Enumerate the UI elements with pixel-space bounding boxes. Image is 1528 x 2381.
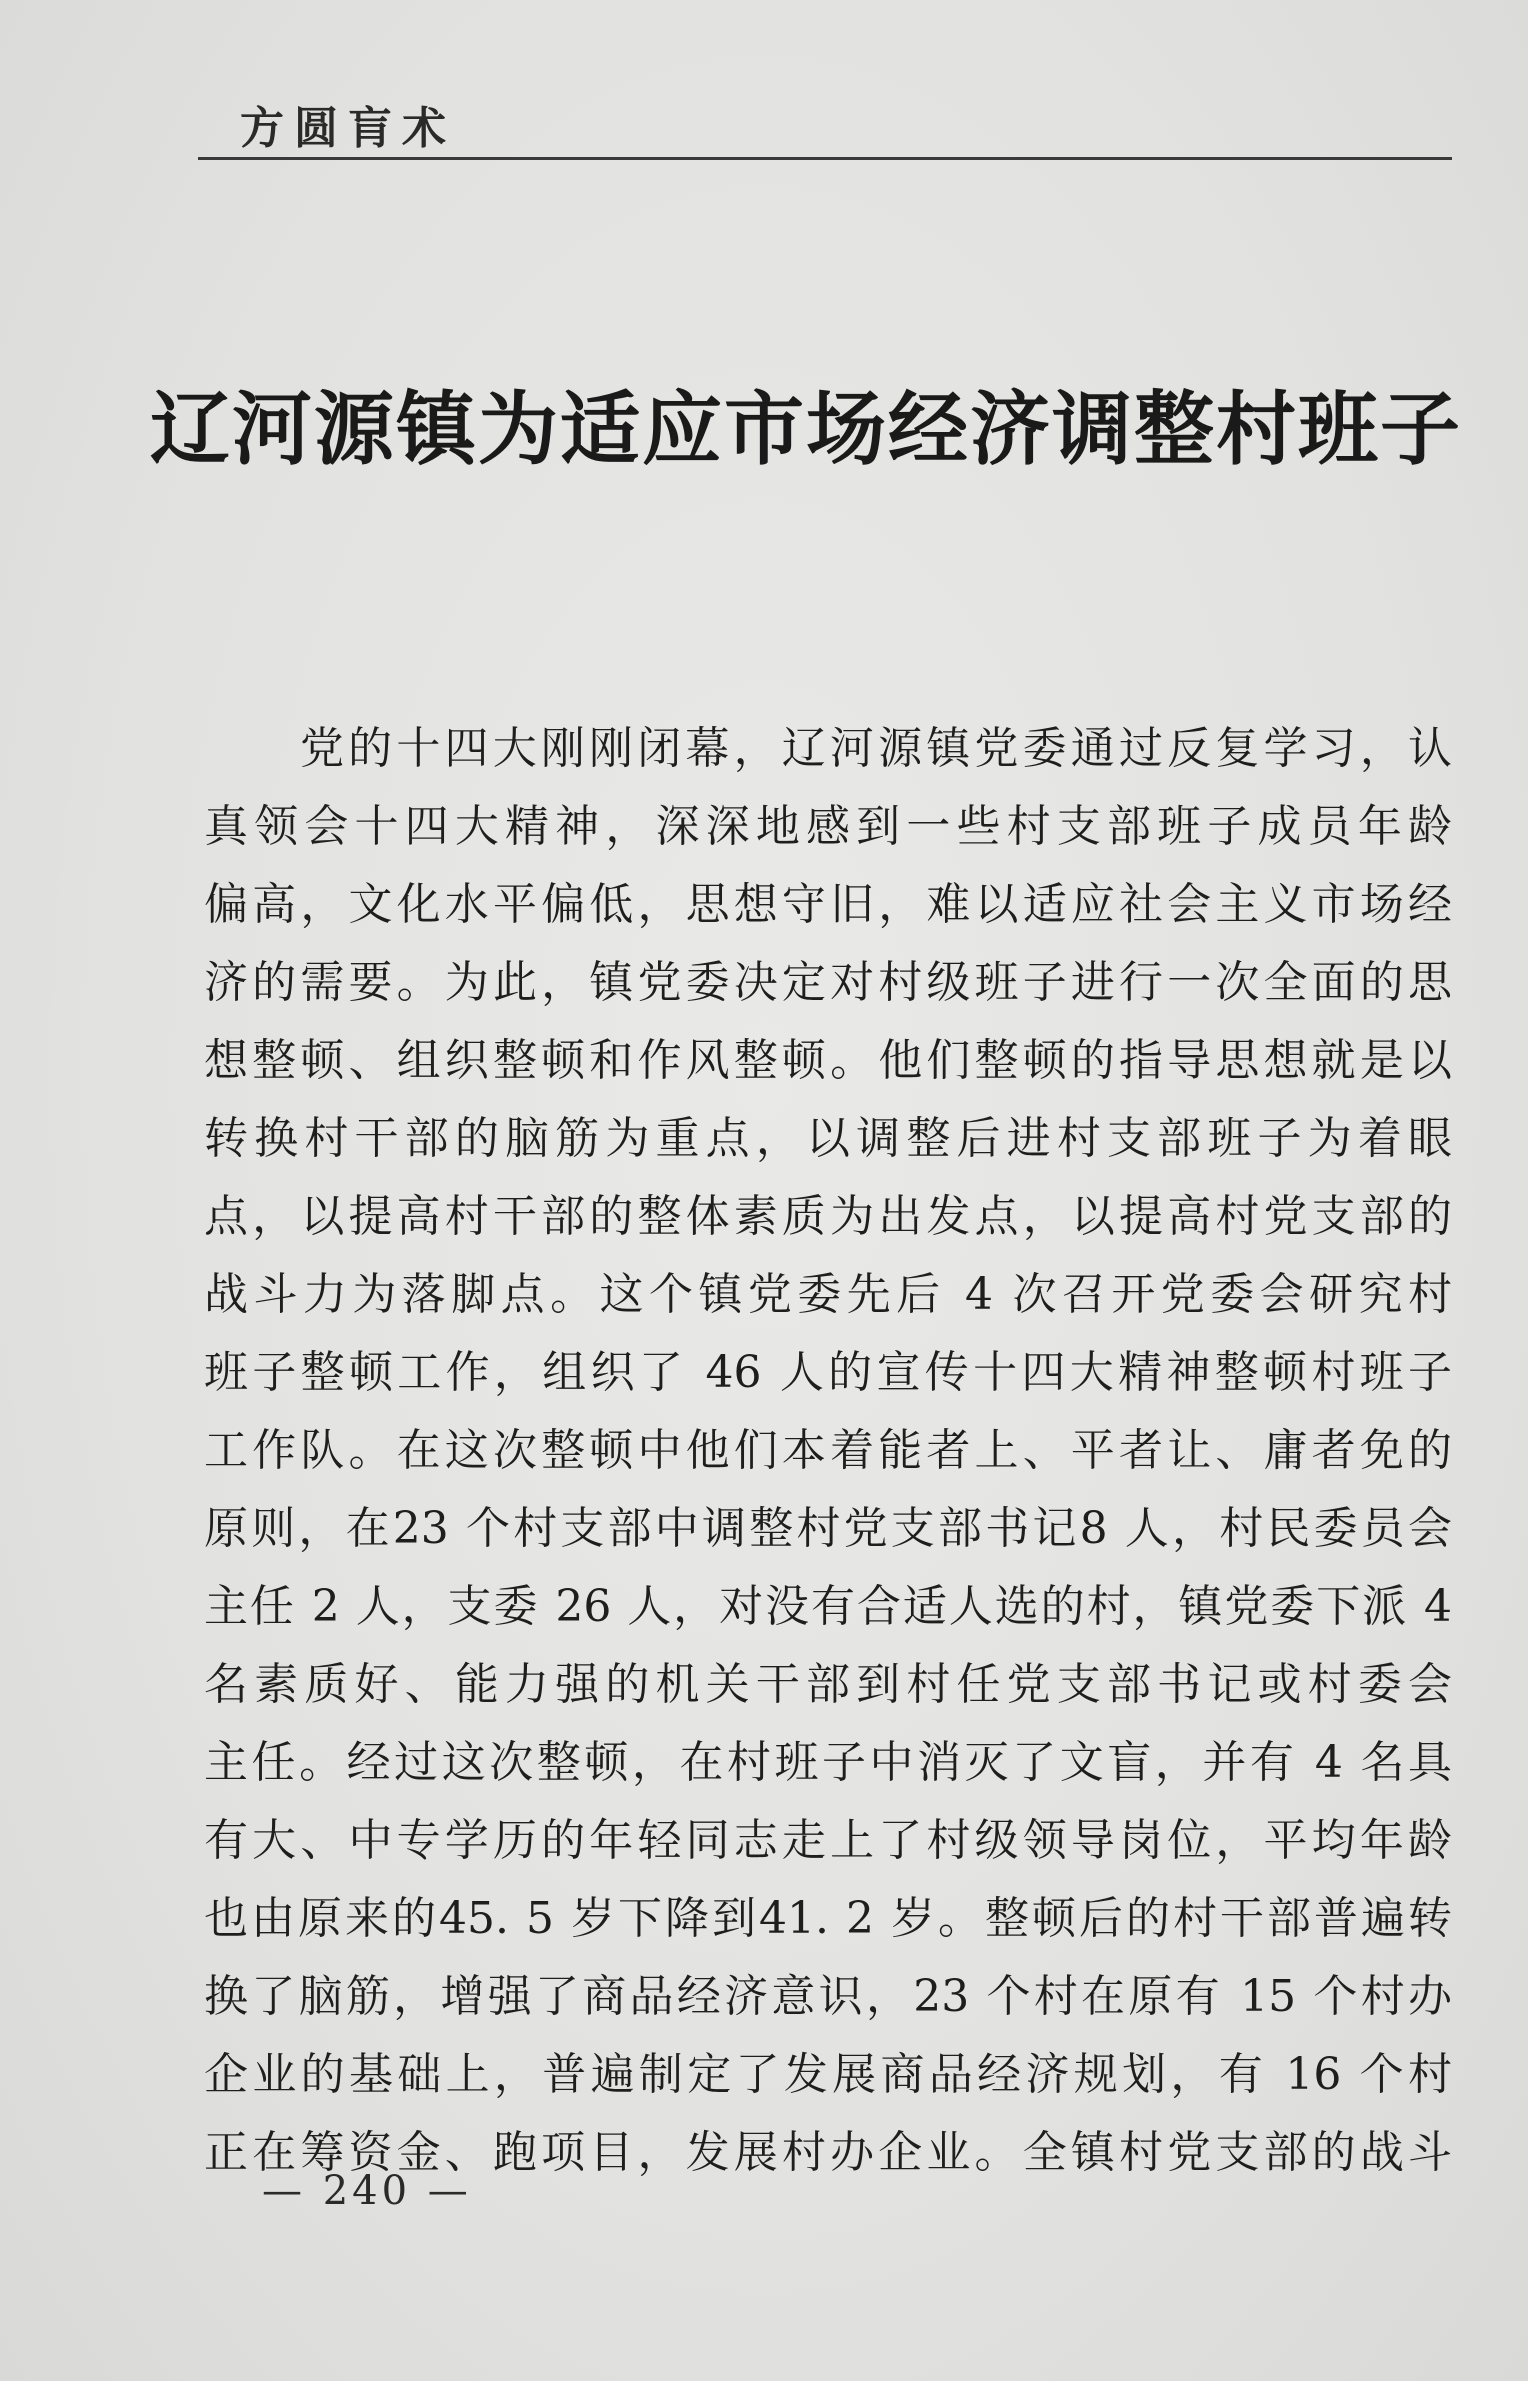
- body-line: 真领会十四大精神，深深地感到一些村支部班子成员年龄: [204, 801, 1452, 852]
- body-line: 想整顿、组织整顿和作风整顿。他们整顿的指导思想就是以: [204, 1035, 1452, 1086]
- body-line: 点，以提高村干部的整体素质为出发点，以提高村党支部的: [204, 1191, 1452, 1242]
- body-line: 原则，在23 个村支部中调整村党支部书记8 人，村民委员会: [204, 1503, 1452, 1554]
- body-line: 济的需要。为此，镇党委决定对村级班子进行一次全面的思: [204, 957, 1452, 1008]
- body-line: 转换村干部的脑筋为重点，以调整后进村支部班子为着眼: [204, 1113, 1452, 1164]
- body-line: 班子整顿工作，组织了 46 人的宣传十四大精神整顿村班子: [204, 1347, 1452, 1398]
- body-line: 企业的基础上，普遍制定了发展商品经济规划，有 16 个村: [204, 2049, 1452, 2100]
- body-line: 偏高，文化水平偏低，思想守旧，难以适应社会主义市场经: [204, 879, 1452, 930]
- body-line: 工作队。在这次整顿中他们本着能者上、平者让、庸者免的: [204, 1425, 1452, 1476]
- body-line: 主任 2 人，支委 26 人，对没有合适人选的村，镇党委下派 4: [204, 1581, 1452, 1632]
- body-line: 主任。经过这次整顿，在村班子中消灭了文盲，并有 4 名具: [204, 1737, 1452, 1788]
- body-line: 战斗力为落脚点。这个镇党委先后 4 次召开党委会研究村: [204, 1269, 1452, 1320]
- page-number: — 240 —: [262, 2168, 472, 2214]
- header-rule: [198, 157, 1452, 160]
- body-line: 换了脑筋，增强了商品经济意识，23 个村在原有 15 个村办: [204, 1971, 1452, 2022]
- body-line: 有大、中专学历的年轻同志走上了村级领导岗位，平均年龄: [204, 1815, 1452, 1866]
- running-head: 方圆肓术: [240, 103, 456, 154]
- article-body: [204, 710, 1452, 2192]
- body-line: 正在筹资金、跑项目，发展村办企业。全镇村党支部的战斗: [204, 2127, 1452, 2178]
- body-line: 也由原来的45. 5 岁下降到41. 2 岁。整顿后的村干部普遍转: [204, 1893, 1452, 1944]
- body-line: 名素质好、能力强的机关干部到村任党支部书记或村委会: [204, 1659, 1452, 1710]
- article-title: 辽河源镇为适应市场经济调整村班子: [150, 382, 1462, 476]
- body-line: 党的十四大刚刚闭幕，辽河源镇党委通过反复学习，认: [300, 723, 1452, 774]
